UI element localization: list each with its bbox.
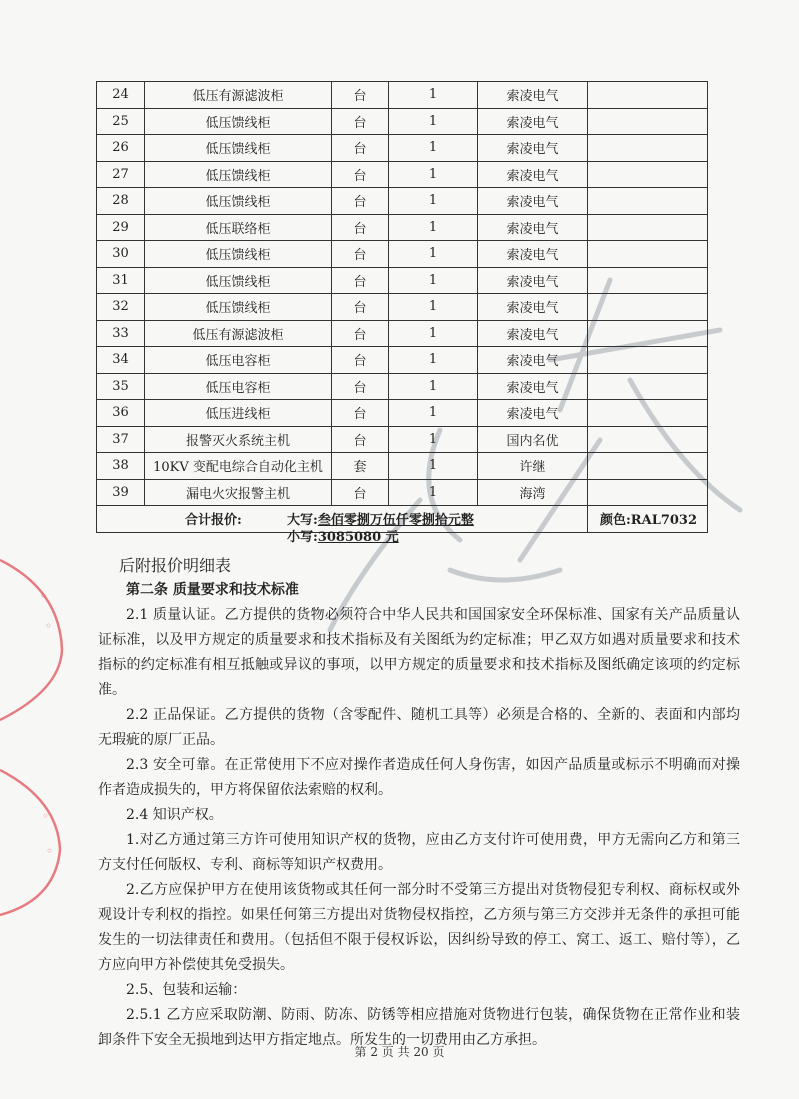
note-cell xyxy=(588,373,708,400)
quantity-cell: 1 xyxy=(389,347,478,374)
item-name-cell: 低压有源滤波柜 xyxy=(145,82,332,109)
unit-cell: 台 xyxy=(332,320,389,347)
table-row xyxy=(97,347,708,374)
note-cell xyxy=(588,453,708,480)
row-number-cell: 28 xyxy=(97,188,145,215)
quantity-cell: 1 xyxy=(389,294,478,321)
amount-lower-label: 小写: xyxy=(287,530,318,545)
amount-lower-value: 3085080 元 xyxy=(317,530,399,545)
note-cell xyxy=(588,426,708,453)
red-seal-stamp xyxy=(0,520,70,920)
item-name-cell: 10KV 变配电综合自动化主机 xyxy=(145,453,332,480)
total-cell xyxy=(97,506,588,545)
row-number-cell: 27 xyxy=(97,161,145,188)
quantity-cell: 1 xyxy=(389,479,478,506)
quantity-cell: 1 xyxy=(389,241,478,268)
row-number-cell: 32 xyxy=(97,294,145,321)
brand-cell: 索凌电气 xyxy=(478,400,588,427)
table-row xyxy=(97,373,708,400)
table-row xyxy=(97,267,708,294)
amount-upper-label: 大写: xyxy=(287,513,318,528)
svg-text:◦: ◦ xyxy=(46,844,54,858)
item-name-cell: 漏电火灾报警主机 xyxy=(145,479,332,506)
quantity-cell: 1 xyxy=(389,108,478,135)
row-number-cell: 38 xyxy=(97,453,145,480)
color-spec: 颜色:RAL7032 xyxy=(588,506,708,533)
row-number-cell: 39 xyxy=(97,479,145,506)
row-number-cell: 37 xyxy=(97,426,145,453)
note-cell xyxy=(588,479,708,506)
table-row xyxy=(97,400,708,427)
table-row xyxy=(97,188,708,215)
item-name-cell: 低压电容柜 xyxy=(145,373,332,400)
paragraph: 2.3 安全可靠。在正常使用下不应对操作者造成任何人身伤害，如因产品质量或标示不明确而对操作者造成损失的，甲方将保留依法索赔的权利。 xyxy=(98,757,740,798)
item-name-cell: 低压馈线柜 xyxy=(145,108,332,135)
unit-cell: 台 xyxy=(332,135,389,162)
brand-cell: 索凌电气 xyxy=(478,241,588,268)
note-cell xyxy=(588,161,708,188)
brand-cell: 许继 xyxy=(478,453,588,480)
quantity-cell: 1 xyxy=(389,161,478,188)
paragraph: 1.对乙方通过第三方许可使用知识产权的货物，应由乙方支付许可使用费，甲方无需向乙方和第三方支付任何版权、专利、商标等知识产权费用。 xyxy=(98,832,740,873)
svg-text:◦: ◦ xyxy=(45,619,53,633)
note-cell xyxy=(588,347,708,374)
row-number-cell: 26 xyxy=(97,135,145,162)
brand-cell: 索凌电气 xyxy=(478,267,588,294)
item-name-cell: 低压馈线柜 xyxy=(145,161,332,188)
quantity-cell: 1 xyxy=(389,188,478,215)
table-row xyxy=(97,320,708,347)
amount-lower xyxy=(287,526,399,545)
row-number-cell: 36 xyxy=(97,400,145,427)
brand-cell: 索凌电气 xyxy=(478,161,588,188)
table-row xyxy=(97,108,708,135)
brand-cell: 索凌电气 xyxy=(478,214,588,241)
note-cell xyxy=(588,267,708,294)
unit-cell: 套 xyxy=(332,453,389,480)
note-cell xyxy=(588,320,708,347)
note-cell xyxy=(588,400,708,427)
unit-cell: 台 xyxy=(332,241,389,268)
quantity-cell: 1 xyxy=(389,82,478,109)
table-row xyxy=(97,214,708,241)
brand-cell: 索凌电气 xyxy=(478,373,588,400)
table-row xyxy=(97,294,708,321)
unit-cell: 台 xyxy=(332,108,389,135)
unit-cell: 台 xyxy=(332,82,389,109)
note-cell xyxy=(588,214,708,241)
table-row xyxy=(97,82,708,109)
table-row xyxy=(97,453,708,480)
section-title: 第二条 质量要求和技术标准 xyxy=(126,582,299,598)
table-row xyxy=(97,135,708,162)
total-label: 合计报价: xyxy=(185,513,242,528)
paragraph: 2.4 知识产权。 xyxy=(126,807,223,823)
brand-cell: 国内名优 xyxy=(478,426,588,453)
paragraph: 2.2 正品保证。乙方提供的货物（含零配件、随机工具等）必须是合格的、全新的、表面和内部均无瑕疵的原厂正品。 xyxy=(98,707,740,748)
brand-cell: 海湾 xyxy=(478,479,588,506)
svg-text:◦: ◦ xyxy=(42,809,50,823)
item-name-cell: 低压馈线柜 xyxy=(145,267,332,294)
unit-cell: 台 xyxy=(332,426,389,453)
item-name-cell: 低压馈线柜 xyxy=(145,135,332,162)
page-number: 第 2 页 共 20 页 xyxy=(354,1045,445,1059)
attached-detail-note: 后附报价明细表 xyxy=(119,556,232,575)
quantity-cell: 1 xyxy=(389,320,478,347)
brand-cell: 索凌电气 xyxy=(478,188,588,215)
unit-cell: 台 xyxy=(332,400,389,427)
brand-cell: 索凌电气 xyxy=(478,108,588,135)
quote-items-table xyxy=(96,81,708,545)
brand-cell: 索凌电气 xyxy=(478,294,588,321)
note-cell xyxy=(588,294,708,321)
row-number-cell: 34 xyxy=(97,347,145,374)
row-number-cell: 30 xyxy=(97,241,145,268)
quantity-cell: 1 xyxy=(389,400,478,427)
brand-cell: 索凌电气 xyxy=(478,320,588,347)
quantity-cell: 1 xyxy=(389,214,478,241)
note-cell xyxy=(588,188,708,215)
note-cell xyxy=(588,82,708,109)
quantity-cell: 1 xyxy=(389,426,478,453)
paragraph: 2.5.1 乙方应采取防潮、防雨、防冻、防锈等相应措施对货物进行包装，确保货物在正常作业和装卸条件下安全无损地到达甲方指定地点。所发生的一切费用由乙方承担。 xyxy=(98,1007,740,1048)
unit-cell: 台 xyxy=(332,294,389,321)
brand-cell: 索凌电气 xyxy=(478,135,588,162)
item-name-cell: 低压有源滤波柜 xyxy=(145,320,332,347)
unit-cell: 台 xyxy=(332,479,389,506)
item-name-cell: 低压联络柜 xyxy=(145,214,332,241)
note-cell xyxy=(588,241,708,268)
table-row xyxy=(97,241,708,268)
amount-upper-value: 叁佰零捌万伍仟零捌拾元整 xyxy=(317,513,474,528)
paragraph: 2.5、包装和运输： xyxy=(126,982,247,998)
row-number-cell: 29 xyxy=(97,214,145,241)
table-row xyxy=(97,426,708,453)
row-number-cell: 31 xyxy=(97,267,145,294)
unit-cell: 台 xyxy=(332,214,389,241)
note-cell xyxy=(588,108,708,135)
unit-cell: 台 xyxy=(332,161,389,188)
brand-cell: 索凌电气 xyxy=(478,347,588,374)
item-name-cell: 报警灭火系统主机 xyxy=(145,426,332,453)
row-number-cell: 24 xyxy=(97,82,145,109)
item-name-cell: 低压电容柜 xyxy=(145,347,332,374)
quantity-cell: 1 xyxy=(389,373,478,400)
paragraph: 2.乙方应保护甲方在使用该货物或其任何一部分时不受第三方提出对货物侵犯专利权、商标权或外观设计专利权的指控。如果任何第三方提出对货物侵权指控，乙方须与第三方交涉并无条件的承担可能发生的一切法律责任和费用。（包括但不限于侵权诉讼，因纠纷导致的停工、窝工、返工、赔付等），乙方应向甲方补偿使其免受损失。 xyxy=(98,882,740,973)
quantity-cell: 1 xyxy=(389,135,478,162)
table-row xyxy=(97,161,708,188)
item-name-cell: 低压馈线柜 xyxy=(145,241,332,268)
item-name-cell: 低压馈线柜 xyxy=(145,294,332,321)
row-number-cell: 25 xyxy=(97,108,145,135)
unit-cell: 台 xyxy=(332,188,389,215)
total-row xyxy=(97,506,708,533)
row-number-cell: 35 xyxy=(97,373,145,400)
note-cell xyxy=(588,135,708,162)
unit-cell: 台 xyxy=(332,347,389,374)
unit-cell: 台 xyxy=(332,373,389,400)
item-name-cell: 低压进线柜 xyxy=(145,400,332,427)
svg-text:◦: ◦ xyxy=(40,589,48,603)
item-name-cell: 低压馈线柜 xyxy=(145,188,332,215)
quantity-cell: 1 xyxy=(389,453,478,480)
table-row xyxy=(97,479,708,506)
unit-cell: 台 xyxy=(332,267,389,294)
paragraph: 2.1 质量认证。乙方提供的货物必须符合中华人民共和国国家安全环保标准、国家有关产品质量认证标准，以及甲方规定的质量要求和技术指标及有关图纸为约定标准；甲乙双方如遇对质量要求和技术指标的约定标准有相互抵触或异议的事项，以甲方规定的质量要求和技术指标及图纸确定该项的约定标准。 xyxy=(98,607,740,698)
quantity-cell: 1 xyxy=(389,267,478,294)
row-number-cell: 33 xyxy=(97,320,145,347)
section-body xyxy=(98,578,740,1053)
brand-cell: 索凌电气 xyxy=(478,82,588,109)
